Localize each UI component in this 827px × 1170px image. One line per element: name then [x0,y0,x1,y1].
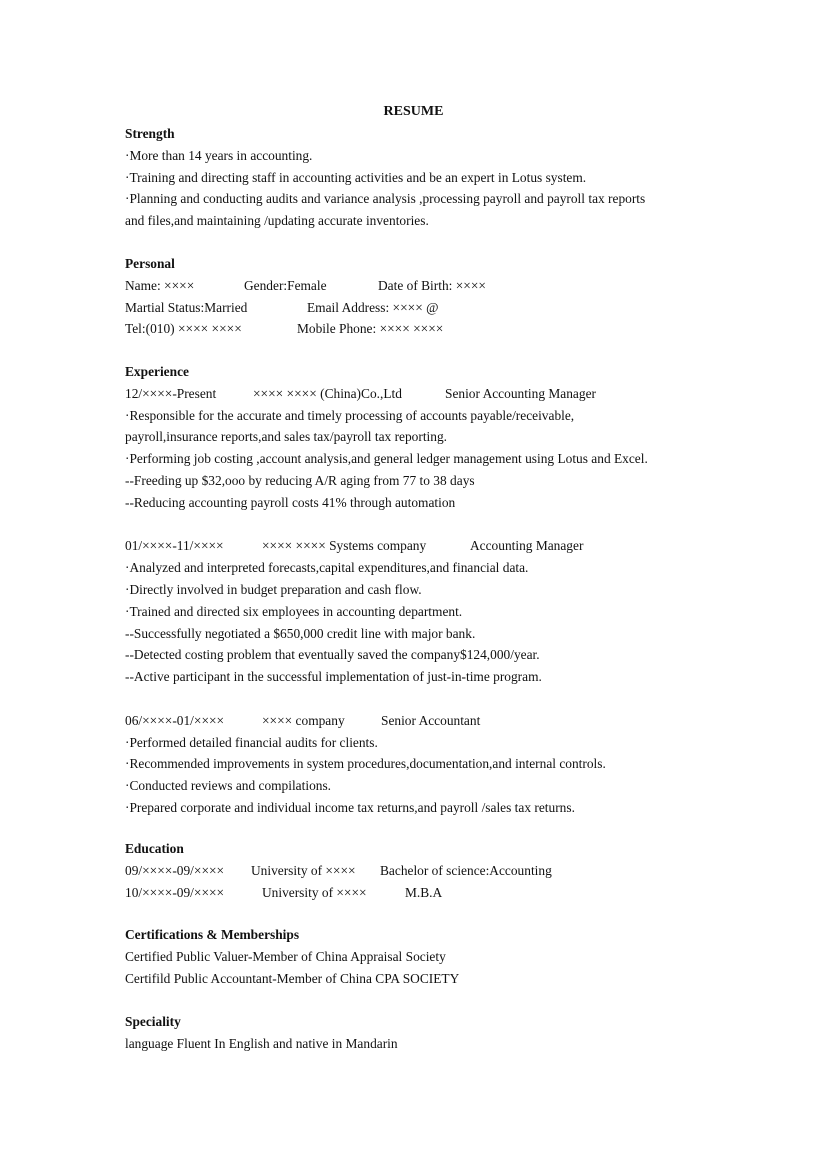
document-title: RESUME [383,104,444,119]
personal-tel: Tel:(010) ×××× ×××× [125,321,242,337]
job-company: ×××× company [262,712,345,728]
strength-line: ·More than 14 years in accounting. [125,147,313,163]
experience-section [125,361,705,819]
personal-mobile: Mobile Phone: ×××× ×××× [297,321,444,337]
education-section [125,838,705,903]
section-heading: Certifications & Memberships [125,927,300,942]
personal-section [125,253,705,340]
job-detail-line: ·Recommended improvements in system procedures,documentation,and internal controls. [125,756,606,772]
job-dates: 06/××××-01/×××× [125,712,225,728]
education-degree: Bachelor of science:Accounting [380,862,552,878]
job-detail-line: ·Performing job costing ,account analysis,and general ledger management using Lotus and Excel. [125,451,648,467]
job-header [125,383,705,405]
spacer [125,514,705,536]
job-company: ×××× ×××× (China)Co.,Ltd [253,385,402,401]
section-heading: Education [125,841,184,856]
certifications-section [125,924,705,989]
job-role: Senior Accountant [381,712,481,728]
strength-section [125,123,705,232]
job-dates: 01/××××-11/×××× [125,538,224,554]
education-degree: M.B.A [405,884,443,900]
speciality-section [125,1011,705,1055]
education-dates: 09/××××-09/×××× [125,862,225,878]
section-heading: Personal [125,256,175,271]
education-entry [125,860,705,882]
job-detail-line: --Freeding up $32,ooo by reducing A/R aging from 77 to 38 days [125,472,475,488]
job-dates: 12/××××-Present [125,385,217,401]
strength-line: ·Training and directing staff in accounting activities and be an expert in Lotus system. [125,169,587,185]
job-header [125,535,705,557]
section-heading: Strength [125,126,175,141]
education-school: University of ×××× [251,862,356,878]
personal-row [125,297,705,319]
strength-line: and files,and maintaining /updating accurate inventories. [125,213,429,229]
job-detail-line: ·Conducted reviews and compilations. [125,778,332,794]
job-detail-line: ·Prepared corporate and individual income tax returns,and payroll /sales tax returns. [125,799,575,815]
personal-dob: Date of Birth: ×××× [378,277,486,293]
job-role: Accounting Manager [470,538,584,554]
job-detail-line: ·Responsible for the accurate and timely processing of accounts payable/receivable, [125,407,575,423]
job-header [125,710,705,732]
job-company: ×××× ×××× Systems company [262,538,427,554]
education-entry [125,882,705,904]
section-heading: Speciality [125,1014,181,1029]
speciality-line: language Fluent In English and native in Mandarin [125,1035,398,1051]
certification-line: Certifild Public Accountant-Member of China CPA SOCIETY [125,970,460,986]
job-detail-line: --Detected costing problem that eventually saved the company$124,000/year. [125,647,540,663]
education-school: University of ×××× [262,884,367,900]
personal-gender: Gender:Female [244,277,327,293]
job-detail-line: ·Directly involved in budget preparation and cash flow. [125,581,422,597]
personal-row [125,318,705,340]
job-detail-line: --Active participant in the successful implementation of just-in-time program. [125,669,542,685]
section-heading: Experience [125,364,189,379]
education-dates: 10/××××-09/×××× [125,884,225,900]
job-role: Senior Accounting Manager [445,385,596,401]
job-detail-line: --Successfully negotiated a $650,000 credit line with major bank. [125,625,476,641]
job-detail-line: ·Analyzed and interpreted forecasts,capital expenditures,and financial data. [125,560,529,576]
personal-name: Name: ×××× [125,277,195,293]
certification-line: Certified Public Valuer-Member of China Appraisal Society [125,948,446,964]
personal-row [125,275,705,297]
personal-marital-status: Martial Status:Married [125,299,248,315]
spacer [125,688,705,710]
job-detail-line: ·Trained and directed six employees in accounting department. [125,603,463,619]
job-detail-line: ·Performed detailed financial audits for clients. [125,734,378,750]
strength-line: ·Planning and conducting audits and variance analysis ,processing payroll and payroll tax reports [125,191,646,207]
job-detail-line: payroll,insurance reports,and sales tax/payroll tax reporting. [125,429,448,445]
personal-email: Email Address: ×××× @ [307,299,439,315]
job-detail-line: --Reducing accounting payroll costs 41% through automation [125,494,456,510]
